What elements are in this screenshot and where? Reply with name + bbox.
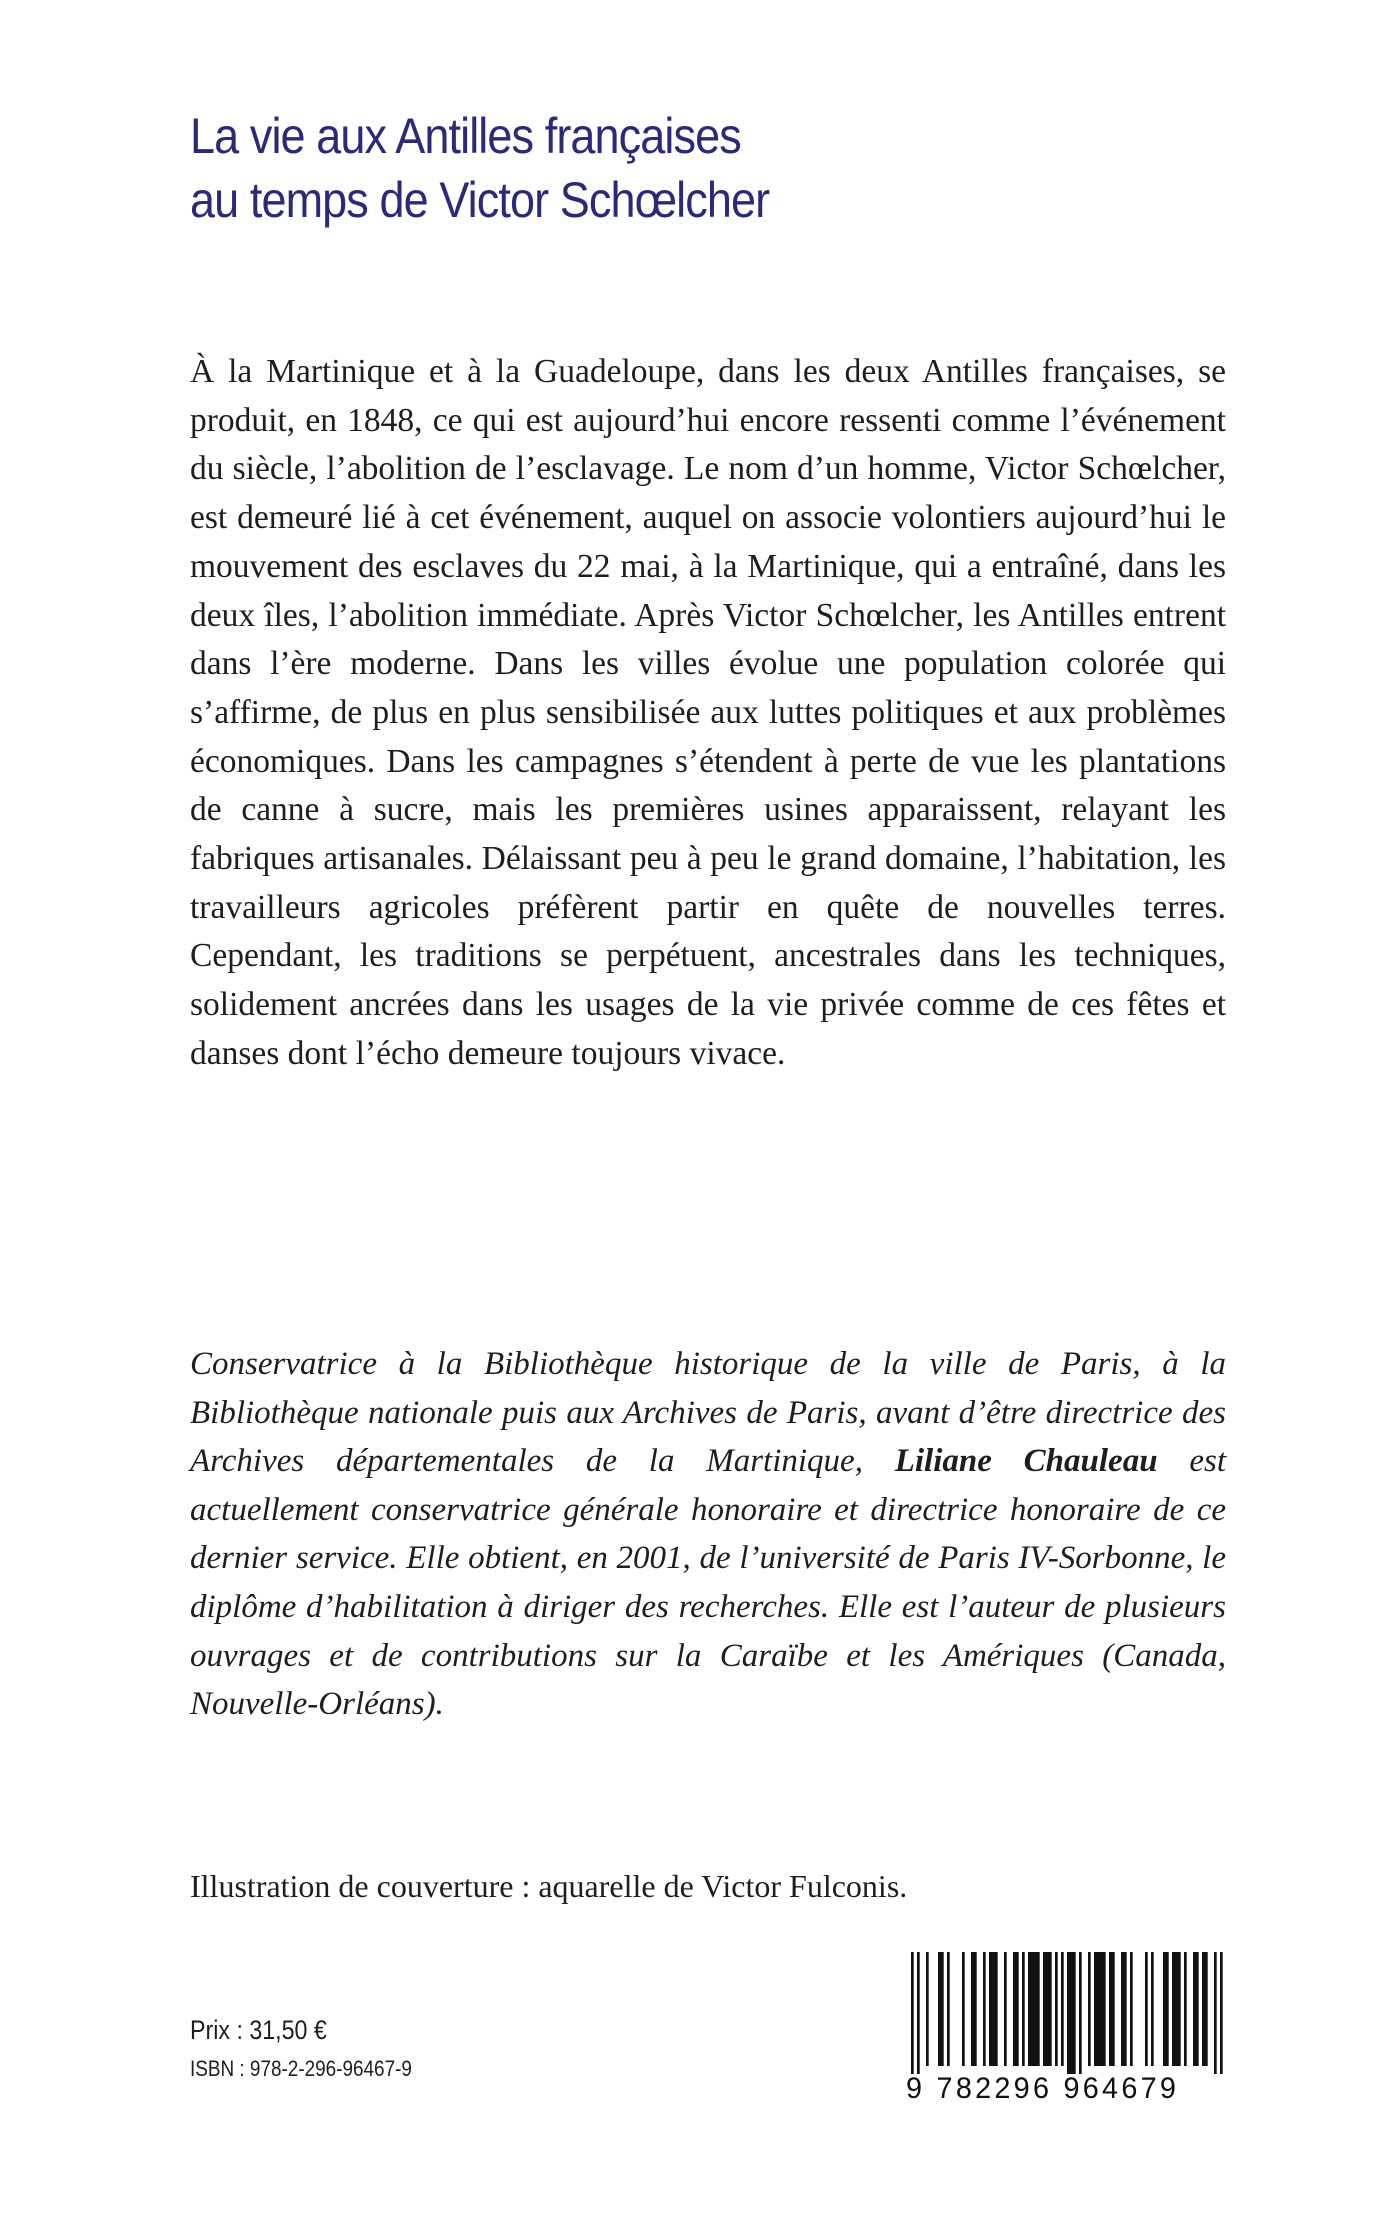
barcode-bar xyxy=(983,1952,986,2066)
barcode-bar xyxy=(989,1952,998,2066)
price-label: Prix : 31,50 € xyxy=(190,2015,327,2045)
barcode-bar xyxy=(1184,1952,1187,2066)
barcode-bar xyxy=(1055,1952,1058,2066)
isbn-barcode xyxy=(906,1950,1228,2106)
barcode-bar xyxy=(1022,1952,1025,2066)
barcode-bar xyxy=(1109,1952,1115,2066)
barcode-bar xyxy=(947,1952,950,2066)
book-title-line-1: La vie aux Antilles françaises xyxy=(190,108,741,164)
barcode-bar xyxy=(1088,1952,1091,2066)
barcode-bar xyxy=(911,1952,914,2074)
author-bio-intro: Conservatrice à la Bibliothèque historique de la ville de Paris, à la Bibliothèque nationale puis aux Archives de Paris, avant d’être directrice des Archives départementales de la Martinique, xyxy=(190,1346,1226,1480)
book-title-line-2: au temps de Victor Schœlcher xyxy=(190,172,770,228)
barcode-bar xyxy=(1067,1952,1076,2074)
barcode-bar xyxy=(1028,1952,1040,2066)
barcode-bar xyxy=(1013,1952,1019,2066)
cover-illustration-credit: Illustration de couverture : aquarelle de Victor Fulconis. xyxy=(190,1868,908,1904)
book-summary: À la Martinique et à la Guadeloupe, dans les deux Antilles françaises, se produit, en 1848, ce qui est aujourd’hui encore ressenti comme l’événement du siècle, l’abolition de l’esclavage. Le nom d’un homme, Victor Schœlcher, est demeuré lié à cet événement, auquel on associe volontiers aujourd’hui le mouvement des esclaves du 22 mai, à la Martinique, qui a entraîné, dans les deux îles, l’abolition immédiate. Après Victor Schœlcher, les Antilles entrent dans l’ère moderne. Dans les villes évolue une population colorée qui s’affirme, de plus en plus sensibilisée aux luttes politiques et aux problèmes économiques. Dans les campagnes s’étendent à perte de vue les plantations de canne à sucre, mais les premières usines apparaissent, relayant les fabriques artisanales. Délaissant peu à peu le grand domaine, l’habitation, les travailleurs agricoles préfèrent partir en quête de nouvelles terres. Cependant, les traditions se perpétuent, ancestrales dans les techniques, solidement ancrées dans les usages de la vie privée comme de ces fêtes et danses dont l’écho demeure toujours vivace. xyxy=(190,353,1226,1072)
barcode-bar xyxy=(1043,1952,1052,2066)
isbn-label: ISBN : 978-2-296-96467-9 xyxy=(190,2056,412,2081)
barcode-bar xyxy=(1121,1952,1127,2066)
barcode-bar xyxy=(1130,1952,1133,2066)
barcode-bars-icon xyxy=(906,1950,1228,2074)
barcode-bar xyxy=(1079,1952,1082,2074)
author-bio-rest: est actuellement conservatrice générale honoraire et directrice honoraire de ce dernier service. Elle obtient, en 2001, de l’université de Paris IV-Sorbonne, le diplôme d’habilitation à diriger des recherches. Elle est l’auteur de plusieurs ouvrages et de contributions sur la Caraïbe et les Amériques (Canada, Nouvelle-Orléans). xyxy=(190,1443,1226,1723)
barcode-bar xyxy=(971,1952,977,2066)
barcode-bar xyxy=(926,1952,929,2066)
barcode-bar xyxy=(1214,1952,1217,2074)
barcode-digits: 9 782296 964679 xyxy=(906,2072,1180,2105)
barcode-bar xyxy=(938,1952,944,2066)
barcode-bar xyxy=(1163,1952,1169,2066)
author-name: Liliane Chauleau xyxy=(894,1443,1158,1480)
barcode-bar xyxy=(917,1952,920,2074)
barcode-bar xyxy=(962,1952,965,2066)
barcode-bar xyxy=(1061,1952,1064,2066)
barcode-bar xyxy=(1094,1952,1106,2066)
author-bio xyxy=(190,1340,1226,1729)
book-title xyxy=(190,104,1126,232)
barcode-bar xyxy=(1202,1952,1208,2066)
barcode-bar xyxy=(1220,1952,1223,2074)
barcode-bar xyxy=(1004,1952,1007,2066)
barcode-bar xyxy=(1145,1952,1148,2066)
barcode-bar xyxy=(1151,1952,1154,2066)
barcode-bar xyxy=(1172,1952,1181,2066)
barcode-bar xyxy=(1193,1952,1199,2066)
